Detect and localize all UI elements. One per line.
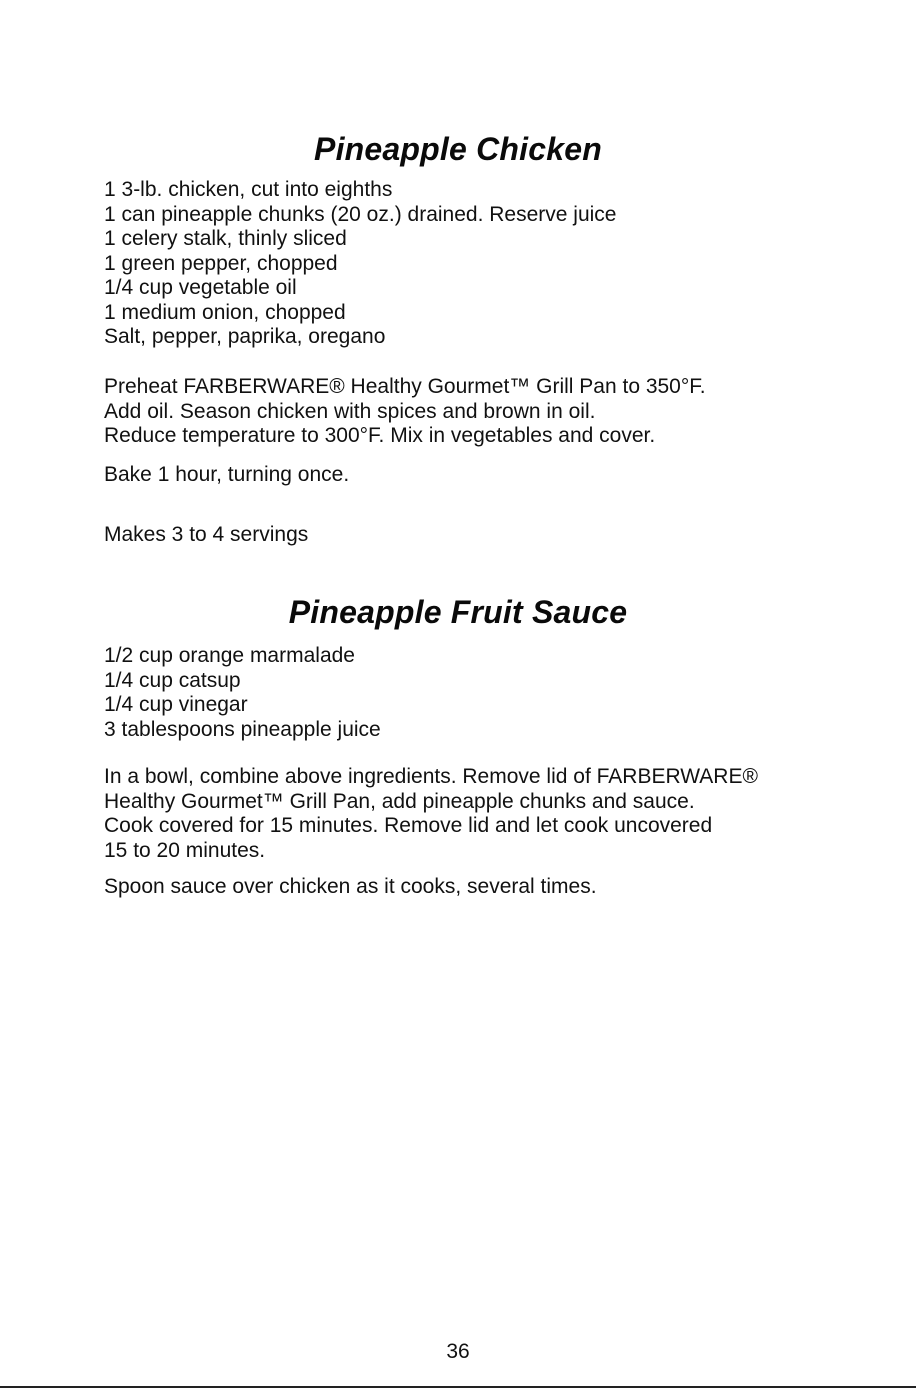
direction-line: Reduce temperature to 300°F. Mix in vegetables and cover. — [104, 424, 656, 447]
directions-pineapple-fruit-sauce — [104, 765, 864, 863]
ingredient-item: 1/4 cup catsup — [104, 668, 241, 692]
bake-instruction: Bake 1 hour, turning once. — [104, 463, 350, 486]
direction-line: In a bowl, combine above ingredients. Remove lid of FARBERWARE® — [104, 765, 758, 788]
page-number: 36 — [446, 1340, 470, 1363]
ingredient-item: 1 celery stalk, thinly sliced — [104, 227, 347, 250]
ingredient-item: 1/4 cup vegetable oil — [104, 276, 297, 299]
ingredient-list-pineapple-fruit-sauce — [104, 644, 864, 742]
final-step: Spoon sauce over chicken as it cooks, several times. — [104, 875, 597, 898]
directions-pineapple-chicken — [104, 375, 864, 449]
ingredient-item: Salt, pepper, paprika, oregano — [104, 325, 386, 348]
ingredient-list-pineapple-chicken — [104, 178, 864, 350]
recipe-title-pineapple-fruit-sauce: Pineapple Fruit Sauce — [288, 594, 628, 630]
ingredient-item: 1/2 cup orange marmalade — [104, 644, 355, 667]
direction-line: Cook covered for 15 minutes. Remove lid and let cook uncovered — [104, 814, 713, 837]
ingredient-item: 1 green pepper, chopped — [104, 251, 338, 275]
direction-line: Add oil. Season chicken with spices and brown in oil. — [104, 399, 596, 423]
servings-yield: Makes 3 to 4 servings — [104, 523, 309, 546]
direction-line: Healthy Gourmet™ Grill Pan, add pineapple chunks and sauce. — [104, 789, 695, 813]
ingredient-item: 1 3-lb. chicken, cut into eighths — [104, 178, 393, 201]
ingredient-item: 1 can pineapple chunks (20 oz.) drained. Reserve juice — [104, 202, 617, 226]
ingredient-item: 3 tablespoons pineapple juice — [104, 717, 381, 741]
recipe-title-pineapple-chicken: Pineapple Chicken — [314, 131, 602, 167]
direction-line: 15 to 20 minutes. — [104, 838, 266, 862]
ingredient-item: 1/4 cup vinegar — [104, 693, 248, 716]
ingredient-item: 1 medium onion, chopped — [104, 300, 346, 324]
bottom-rule — [0, 1386, 916, 1388]
direction-line: Preheat FARBERWARE® Healthy Gourmet™ Grill Pan to 350°F. — [104, 375, 706, 398]
